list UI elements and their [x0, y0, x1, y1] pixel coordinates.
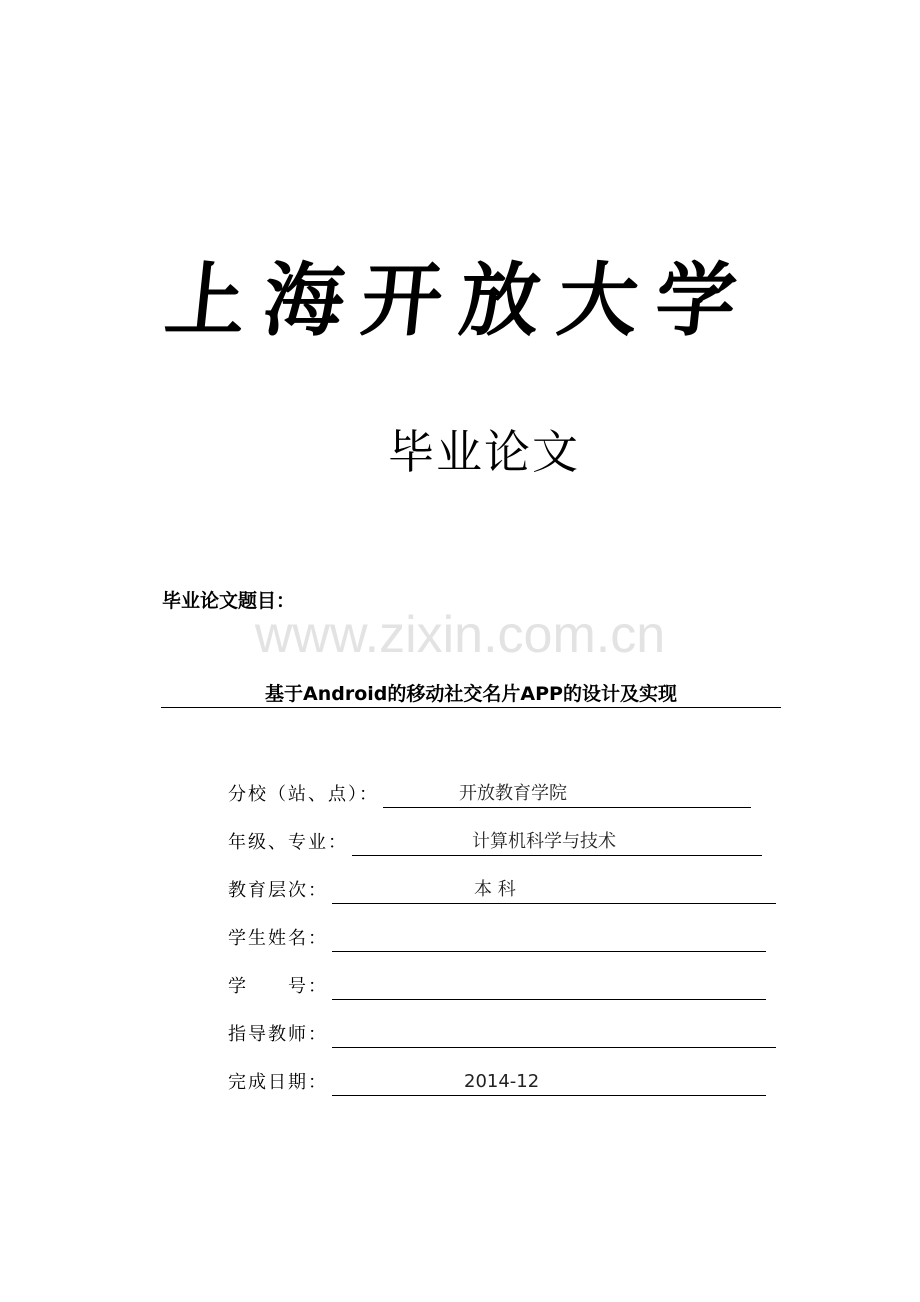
field-underline [332, 1070, 766, 1096]
field-advisor [228, 1018, 776, 1048]
field-completion-date [228, 1066, 766, 1096]
field-label: 年级、专业： [228, 832, 348, 853]
thesis-topic-title: 基于Android的移动社交名片APP的设计及实现 [161, 680, 781, 708]
field-underline [383, 782, 751, 808]
field-underline [352, 830, 762, 856]
field-label: 学 号： [228, 976, 328, 997]
field-education-level [228, 874, 776, 904]
field-underline [332, 926, 766, 952]
field-value: 开放教育学院 [459, 783, 567, 804]
field-value: 本 科 [474, 879, 516, 900]
field-label: 指导教师： [228, 1024, 328, 1045]
field-value: 2014-12 [464, 1071, 540, 1092]
university-name: 上海开放大学 [161, 253, 759, 347]
field-underline [332, 1022, 776, 1048]
field-branch-school [228, 778, 751, 808]
field-value: 计算机科学与技术 [472, 831, 616, 852]
field-label: 教育层次： [228, 880, 328, 901]
thesis-topic-label: 毕业论文题目： [162, 590, 296, 612]
field-label: 分校（站、点）： [228, 784, 379, 805]
field-label: 完成日期： [228, 1072, 328, 1093]
document-type-title: 毕业论文 [388, 425, 580, 479]
field-student-name [228, 922, 766, 952]
watermark-text: www.zixin.com.cn [254, 606, 666, 664]
field-label: 学生姓名： [228, 928, 328, 949]
field-underline [332, 974, 766, 1000]
field-student-number [228, 970, 766, 1000]
field-grade-major [228, 826, 762, 856]
field-underline [332, 878, 776, 904]
